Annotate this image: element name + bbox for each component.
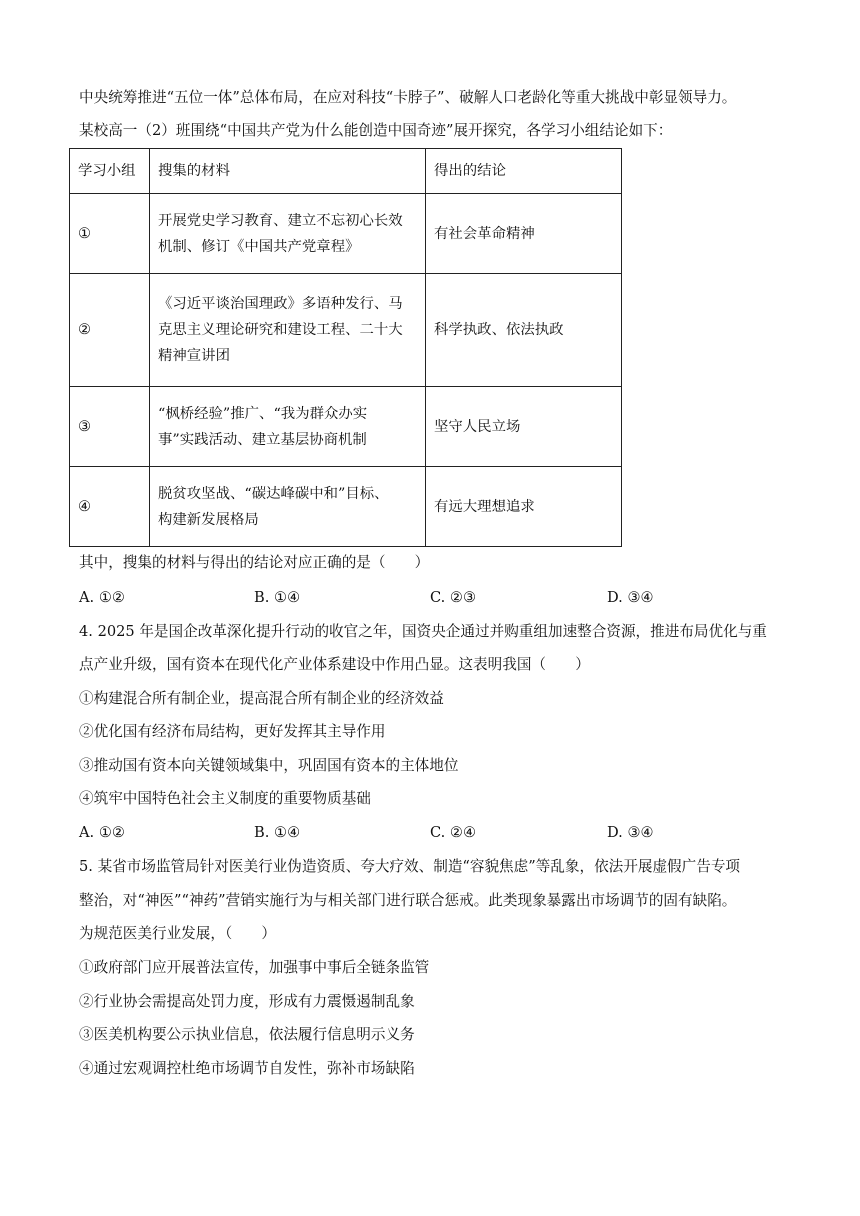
table-header-row [70,149,622,194]
question-5-item: ③医美机构要公示执业信息，依法履行信息明示义务 [79,1026,415,1043]
question-5-item: ②行业协会需提高处罚力度，形成有力震慑遏制乱象 [79,993,415,1010]
material-cell [150,467,426,547]
question-3-options [79,588,819,608]
question-5-item: ①政府部门应开展普法宣传，加强事中事后全链条监管 [79,959,430,976]
question-4-item: ①构建混合所有制企业，提高混合所有制企业的经济效益 [79,690,444,707]
question-5-item: ④通过宏观调控杜绝市场调节自发性，弥补市场缺陷 [79,1060,415,1077]
question-4-stem-line: 4. 2025 年是国企改革深化提升行动的收官之年，国资央企通过并购重组加速整合资源，推进布局优化与重 [79,623,767,640]
question-5-stem-line: 5. 某省市场监管局针对医美行业伪造资质、夸大疗效、制造“容貌焦虑”等乱象，依法开展虚假广告专项 [79,858,741,875]
question-4-options [79,823,819,843]
conclusion-cell: 坚守人民立场 [426,387,622,467]
table-header-cell: 搜集的材料 [150,149,426,194]
option-b[interactable]: B. ①④ [254,824,301,841]
material-cell [150,274,426,387]
table-row [70,387,622,467]
table-header-cell: 学习小组 [70,149,150,194]
material-line: 事”实践活动、建立基层协商机制 [158,431,367,448]
material-cell [150,194,426,274]
table-row [70,194,622,274]
option-a[interactable]: A. ①② [79,824,125,841]
question-5-stem-line: 整治，对“神医”“神药”营销实施行为与相关部门进行联合惩戒。此类现象暴露出市场调节的固有缺陷。 [79,892,737,909]
option-b[interactable]: B. ①④ [254,589,301,606]
option-c[interactable]: C. ②④ [430,824,477,841]
material-line: 开展党史学习教育、建立不忘初心长效 [158,212,403,229]
intro-line: 中央统筹推进“五位一体”总体布局，在应对科技“卡脖子”、破解人口老龄化等重大挑战中彰显领导力。 [79,89,737,106]
material-line: “枫桥经验”推广、“我为群众办实 [158,405,368,422]
material-line: 脱贫攻坚战、“碳达峰碳中和”目标、 [158,485,389,502]
option-c[interactable]: C. ②③ [430,589,477,606]
question-3-stem: 其中，搜集的材料与得出的结论对应正确的是（ ） [79,554,430,571]
material-line: 精神宣讲团 [158,348,230,364]
option-d[interactable]: D. ③④ [607,589,654,606]
material-line: 克思主义理论研究和建设工程、二十大 [158,322,403,338]
group-cell: ② [70,274,150,387]
table-header-cell: 得出的结论 [426,149,622,194]
question-5-stem-line: 为规范医美行业发展，（ ） [79,925,277,942]
conclusion-cell: 有远大理想追求 [426,467,622,547]
question-4-item: ④筑牢中国特色社会主义制度的重要物质基础 [79,790,371,807]
group-cell: ④ [70,467,150,547]
conclusion-cell: 科学执政、依法执政 [426,274,622,387]
material-cell [150,387,426,467]
material-line: 构建新发展格局 [158,511,259,528]
table-row [70,467,622,547]
question-4-item: ②优化国有经济布局结构，更好发挥其主导作用 [79,723,386,740]
option-a[interactable]: A. ①② [79,589,125,606]
intro-line: 某校高一（2）班围绕“中国共产党为什么能创造中国奇迹”展开探究，各学习小组结论如下： [79,122,673,139]
group-cell: ③ [70,387,150,467]
group-cell: ① [70,194,150,274]
option-d[interactable]: D. ③④ [607,824,654,841]
study-group-table [69,148,622,547]
question-4-item: ③推动国有资本向关键领域集中，巩固国有资本的主体地位 [79,757,459,774]
conclusion-cell: 有社会革命精神 [426,194,622,274]
question-4-stem-line: 点产业升级，国有资本在现代化产业体系建设中作用凸显。这表明我国（ ） [79,656,590,673]
material-line: 机制、修订《中国共产党章程》 [158,238,360,255]
table-row [70,274,622,387]
material-line: 《习近平谈治国理政》多语种发行、马 [158,296,403,312]
